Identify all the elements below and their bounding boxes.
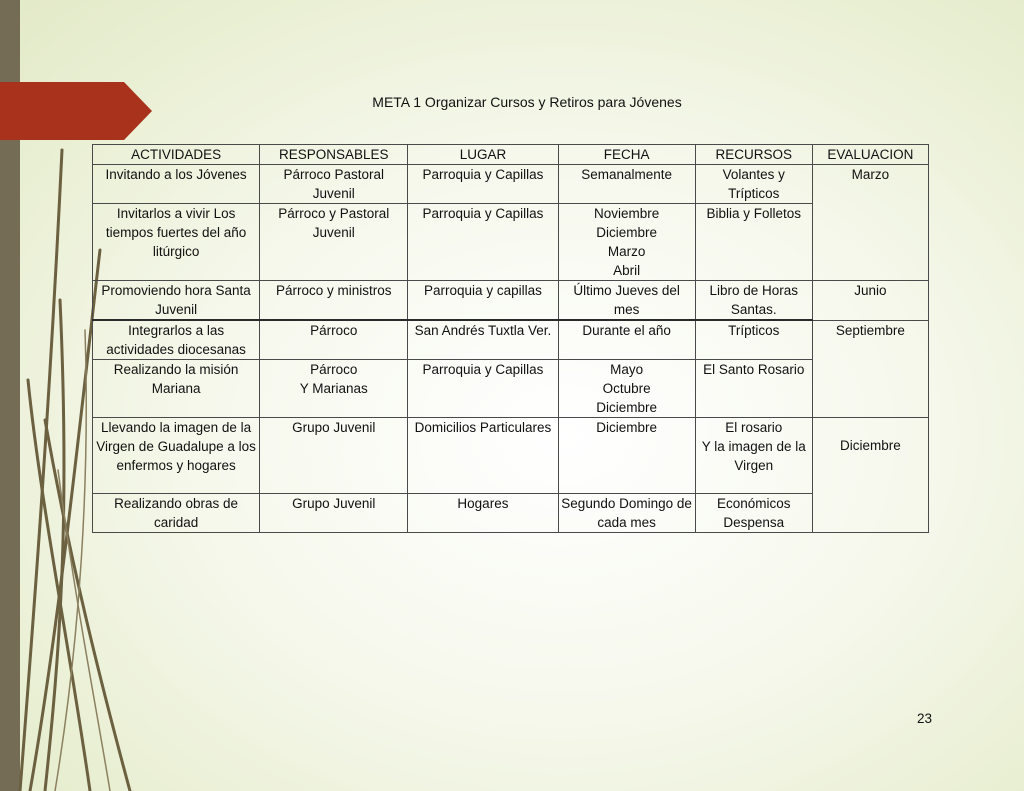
- cell-responsables: Grupo Juvenil: [260, 494, 408, 533]
- cell-responsables: Grupo Juvenil: [260, 418, 408, 494]
- cell-lugar: Parroquia y Capillas: [408, 165, 558, 204]
- cell-evaluacion: Diciembre: [812, 418, 928, 533]
- cell-lugar: Parroquia y capillas: [408, 281, 558, 321]
- header-fecha: FECHA: [558, 145, 695, 165]
- cell-recursos: Económicos Despensa: [695, 494, 812, 533]
- cell-actividad: Promoviendo hora Santa Juvenil: [93, 281, 260, 321]
- table-header-row: [93, 145, 929, 165]
- cell-recursos: El Santo Rosario: [695, 360, 812, 418]
- cell-fecha: Segundo Domingo de cada mes: [558, 494, 695, 533]
- table-row: [93, 204, 929, 281]
- cell-actividad: Realizando obras de caridad: [93, 494, 260, 533]
- cell-actividad: Invitarlos a vivir Los tiempos fuertes del año litúrgico: [93, 204, 260, 281]
- page-title: META 1 Organizar Cursos y Retiros para Jóvenes: [372, 94, 682, 110]
- activities-table: [92, 144, 929, 533]
- header-recursos: RECURSOS: [695, 145, 812, 165]
- header-evaluacion: EVALUACION: [812, 145, 928, 165]
- cell-fecha: Noviembre Diciembre Marzo Abril: [558, 204, 695, 281]
- cell-lugar: Domicilios Particulares: [408, 418, 558, 494]
- cell-lugar: Hogares: [408, 494, 558, 533]
- page-number: 23: [916, 711, 932, 726]
- cell-evaluacion: Septiembre: [812, 320, 928, 418]
- cell-responsables: Párroco: [260, 320, 408, 360]
- table-row: [93, 165, 929, 204]
- cell-recursos: Trípticos: [695, 320, 812, 360]
- cell-recursos: Biblia y Folletos: [695, 204, 812, 281]
- cell-responsables: Párroco y ministros: [260, 281, 408, 321]
- cell-actividad: Invitando a los Jóvenes: [93, 165, 260, 204]
- header-lugar: LUGAR: [408, 145, 558, 165]
- cell-recursos: Volantes y Trípticos: [695, 165, 812, 204]
- header-responsables: RESPONSABLES: [260, 145, 408, 165]
- table-row: [93, 360, 929, 418]
- cell-lugar: Parroquia y Capillas: [408, 360, 558, 418]
- cell-lugar: Parroquia y Capillas: [408, 204, 558, 281]
- cell-fecha: Durante el año: [558, 320, 695, 360]
- cell-fecha: Último Jueves del mes: [558, 281, 695, 321]
- table-row: [93, 281, 929, 321]
- cell-recursos: El rosario Y la imagen de la Virgen: [695, 418, 812, 494]
- cell-fecha: Mayo Octubre Diciembre: [558, 360, 695, 418]
- cell-actividad: Realizando la misión Mariana: [93, 360, 260, 418]
- cell-responsables: Párroco Y Marianas: [260, 360, 408, 418]
- cell-responsables: Párroco y Pastoral Juvenil: [260, 204, 408, 281]
- table-row: [93, 418, 929, 494]
- red-arrow-banner: [0, 82, 152, 140]
- cell-lugar: San Andrés Tuxtla Ver.: [408, 320, 558, 360]
- cell-fecha: Semanalmente: [558, 165, 695, 204]
- cell-responsables: Párroco Pastoral Juvenil: [260, 165, 408, 204]
- cell-actividad: Integrarlos a las actividades diocesanas: [93, 320, 260, 360]
- header-actividades: ACTIVIDADES: [93, 145, 260, 165]
- cell-actividad: Llevando la imagen de la Virgen de Guadalupe a los enfermos y hogares: [93, 418, 260, 494]
- table-row: [93, 320, 929, 360]
- cell-evaluacion: Marzo: [812, 165, 928, 281]
- table-row: [93, 494, 929, 533]
- cell-recursos: Libro de Horas Santas.: [695, 281, 812, 321]
- cell-evaluacion: Junio: [812, 281, 928, 321]
- cell-fecha: Diciembre: [558, 418, 695, 494]
